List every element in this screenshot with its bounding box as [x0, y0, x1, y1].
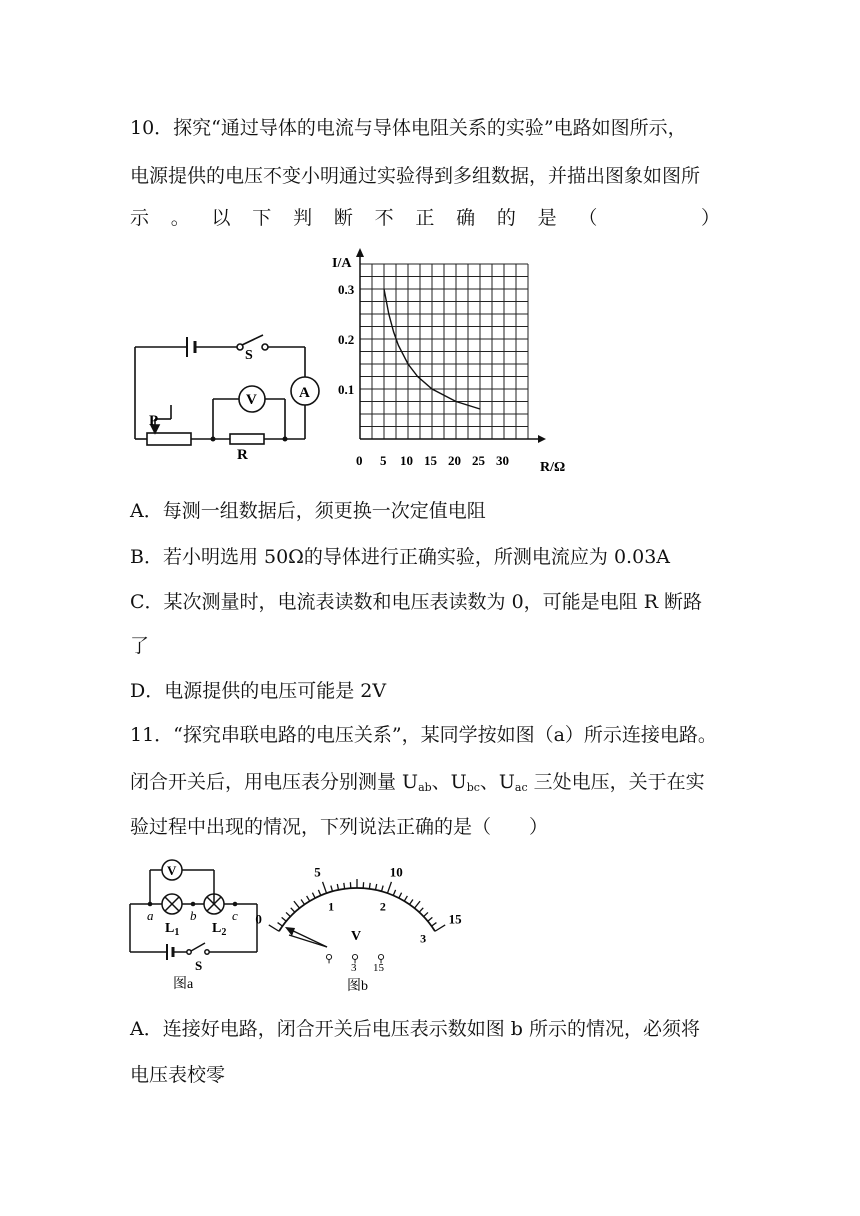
- dial-inner-label: 1: [328, 899, 335, 914]
- dial-terminal-15: 15: [373, 962, 384, 974]
- circuit-label-p: P: [149, 413, 159, 429]
- q10-option-b: B．若小明选用 50Ω的导体进行正确实验，所测电流应为 0.03A: [130, 546, 670, 568]
- q11-option-a-cont: 电压表校零: [130, 1064, 226, 1086]
- fig-a-switch-label: S: [195, 958, 203, 973]
- q11-figure-a: [125, 852, 265, 997]
- fig-a-point-c: c: [232, 908, 238, 923]
- dial-unit: V: [351, 929, 362, 944]
- fig-a-point-a: a: [147, 908, 154, 923]
- q10-option-c-cont: 了: [130, 635, 150, 657]
- svg-text:⚲: ⚲: [351, 953, 360, 965]
- y-tick-label: 0.1: [338, 382, 355, 397]
- q10-stem-line2: 电源提供的电压不变小明通过实验得到多组数据，并描出图象如图所: [130, 165, 701, 187]
- graph-ylabel: I/A: [332, 256, 352, 271]
- dial-tick: [387, 882, 391, 893]
- dial-tick: [414, 901, 420, 908]
- dial-inner-label: 2: [379, 899, 386, 914]
- dial-outer-label: 10: [389, 864, 403, 880]
- q11-stem-line1: 11．“探究串联电路的电压关系”，某同学按如图（a）所示连接电路。: [130, 724, 717, 746]
- dial-tick: [323, 882, 327, 893]
- dial-tick: [269, 925, 279, 931]
- q10-option-c: C．某次测量时，电流表读数和电压表读数为 0，可能是电阻 R 断路: [130, 591, 703, 613]
- dial-outer-label: 5: [314, 864, 321, 880]
- circuit-label-s: S: [245, 348, 253, 363]
- x-tick-label: 10: [400, 453, 413, 468]
- x-tick-label: 25: [472, 453, 485, 468]
- x-tick-label: 5: [380, 453, 387, 468]
- fig-a-lamp2-label: $L_2$: [212, 921, 227, 938]
- fig-a-caption: 图a: [173, 977, 194, 992]
- y-tick-label: 0.3: [338, 282, 355, 297]
- y-tick-label: 0.2: [338, 332, 355, 347]
- x-tick-label: 15: [424, 453, 437, 468]
- dial-tick: [294, 901, 300, 908]
- q11-stem-line3: 验过程中出现的情况，下列说法正确的是（ ）: [130, 816, 549, 838]
- fig-a-voltmeter-label: V: [167, 863, 177, 878]
- fig-a-point-b: b: [190, 908, 197, 923]
- x-tick-label: 0: [356, 453, 363, 468]
- q10-stem-line1: 10．探究“通过导体的电流与导体电阻关系的实验”电路如图所示，: [130, 117, 687, 139]
- dial-tick: [435, 925, 445, 931]
- q10-circuit-diagram: [125, 325, 325, 465]
- x-tick-label: 20: [448, 453, 461, 468]
- svg-text:⚲: ⚲: [377, 953, 386, 965]
- fig-a-lamp1-label: $L_1$: [165, 921, 180, 938]
- q10-stem-line3: 示 。 以 下 判 断 不 正 确 的 是 （ ）: [130, 207, 720, 229]
- circuit-label-v: V: [246, 392, 257, 408]
- dial-outer-label: 15: [448, 911, 462, 927]
- dial-inner-label: 3: [420, 931, 427, 946]
- dial-outer-label: 0: [255, 911, 262, 927]
- graph-xlabel: R/Ω: [540, 460, 566, 475]
- q11-figure-b-voltmeter-dial: [255, 852, 465, 1000]
- q11-option-a: A．连接好电路，闭合开关后电压表示数如图 b 所示的情况，必须将: [130, 1018, 700, 1040]
- dial-terminal-3: 3: [351, 962, 357, 974]
- svg-text:⚲: ⚲: [325, 953, 334, 965]
- x-tick-label: 30: [496, 453, 509, 468]
- circuit-label-a: A: [299, 385, 310, 401]
- q10-ir-graph: [330, 245, 580, 477]
- q11-stem-line2: 闭合开关后，用电压表分别测量 $U_{ab}$、$U_{bc}$、$U_{ac}$ 三处电压，关于在实: [130, 771, 705, 794]
- q10-option-a: A．每测一组数据后，须更换一次定值电阻: [130, 500, 486, 522]
- q10-option-d: D．电源提供的电压可能是 2V: [130, 680, 387, 702]
- circuit-label-r: R: [237, 447, 248, 463]
- fig-b-caption: 图b: [347, 979, 368, 994]
